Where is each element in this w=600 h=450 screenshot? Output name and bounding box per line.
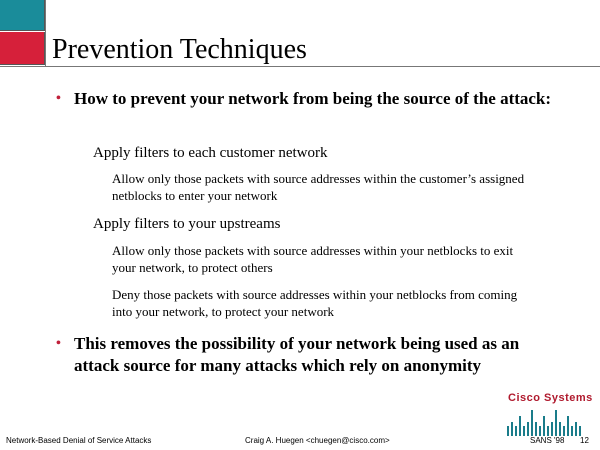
decorative-red-square [0,32,45,65]
footer-presentation-title: Network-Based Denial of Service Attacks [6,436,152,445]
footer-event: SANS '98 [530,436,565,445]
sub-bullet-upstream-filters: Apply filters to your upstreams [93,216,281,232]
cisco-logo-icon [505,408,583,436]
detail-upstream-deny: Deny those packets with source addresses within your netblocks from coming into your network, to protect your network [112,287,518,319]
sub-bullet-customer-filters: Apply filters to each customer network [93,145,328,161]
bullet-2: This removes the possibility of your network being used as an attack source for many attacks which rely on anonymity [74,334,520,375]
header-vertical-rule [45,0,46,66]
cisco-logo-text: Cisco Systems [508,392,593,404]
detail-upstream-allow: Allow only those packets with source addresses within your netblocks to exit your network, to protect others [112,243,514,275]
detail-customer-filters: Allow only those packets with source addresses within the customer’s assigned netblocks to enter your network [112,171,525,203]
bullet-dot-icon: • [56,336,61,351]
decorative-teal-square [0,0,45,31]
slide-title: Prevention Techniques [52,34,307,65]
footer-author: Craig A. Huegen <chuegen@cisco.com> [245,436,390,445]
bullet-1: How to prevent your network from being the source of the attack: [74,89,552,108]
bullet-dot-icon: • [56,91,61,106]
footer-page-number: 12 [580,436,589,445]
